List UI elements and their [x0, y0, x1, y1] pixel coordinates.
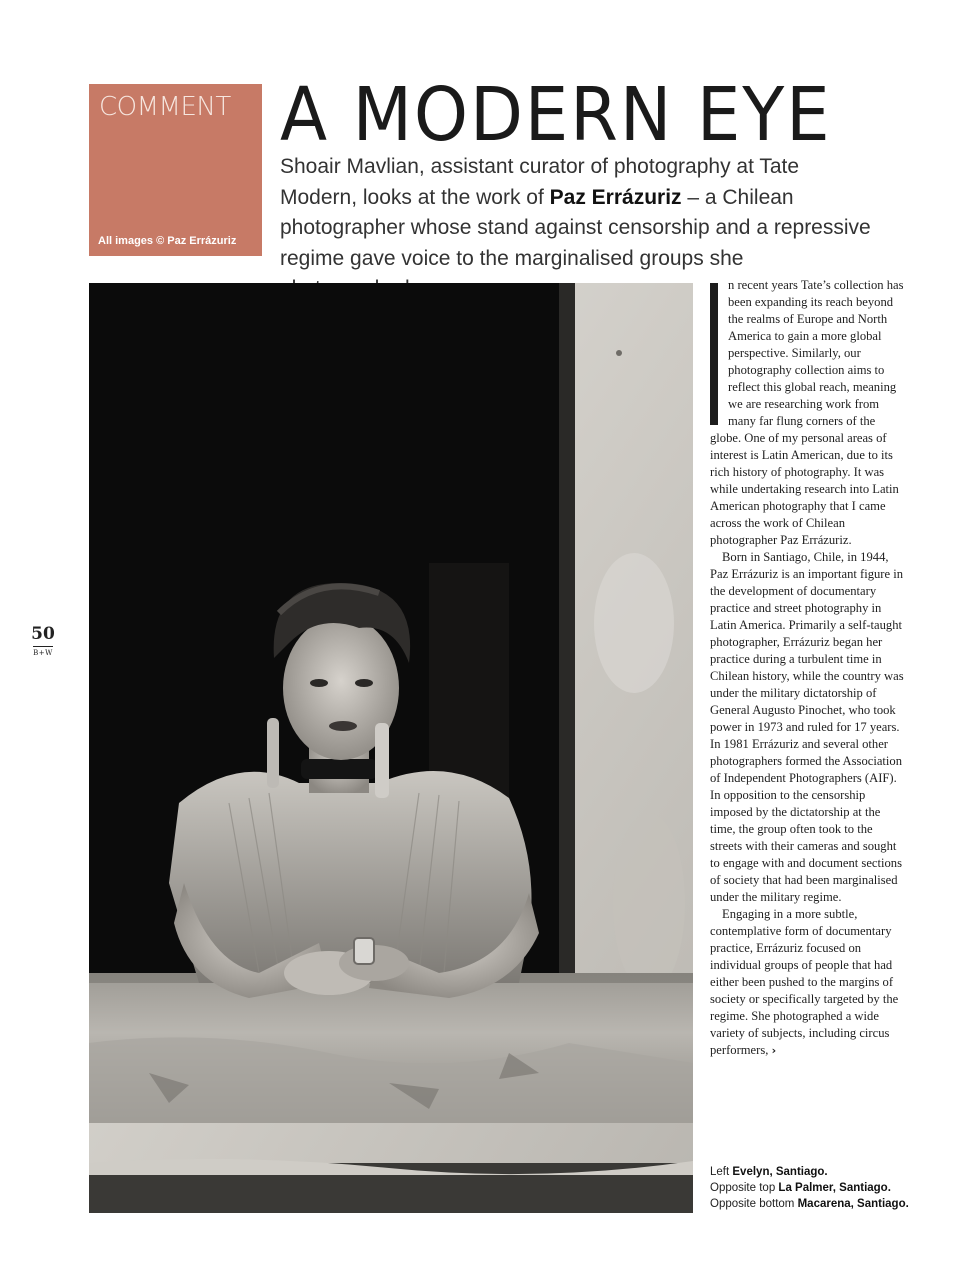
body-paragraph: n recent years Tate’s collection has been expanding its reach beyond the realms of Europe and North America to gain a more global perspective. Similarly, our photography collection aims to reflect this global reach, meaning we are researching work from many far flung corners of the globe. One of my personal areas of interest is Latin American, due to its rich history of photography. It was while undertaking research into Latin American photography that I came across the work of Chilean photographer Paz Errázuriz.: [710, 278, 904, 547]
caption-line: Opposite bottom Macarena, Santiago.: [710, 1198, 909, 1210]
caption-line: Left Evelyn, Santiago.: [710, 1166, 828, 1178]
standfirst-text: Shoair Mavlian, assistant curator of photography at Tate Modern, looks at the work of: [280, 155, 800, 209]
article-headline: A MODERN EYE: [280, 72, 832, 158]
caption-line: Opposite top La Palmer, Santiago.: [710, 1182, 891, 1194]
magazine-mark: B+W: [33, 649, 53, 657]
page-number: 50: [31, 624, 55, 644]
folio-rule: [33, 646, 53, 647]
page-folio: [30, 624, 56, 657]
main-photograph: [89, 283, 693, 1213]
body-paragraph: Engaging in a more subtle, contemplative form of documentary practice, Errázuriz focused on individual groups of people that had either been pushed to the margins of society or specifically targeted by the regime. She photographed a wide variety of subjects, including circus performers, ›: [710, 907, 899, 1057]
standfirst-text-end: – a Chilean photographer whose stand against censorship and a repressive regime gave voice to the marginalised groups she: [280, 185, 871, 270]
image-credit: All images © Paz Errázuriz: [98, 235, 237, 247]
drop-cap: [710, 283, 718, 425]
photographer-name: Paz Errázuriz: [549, 185, 682, 209]
section-kicker: COMMENT: [99, 92, 231, 122]
body-paragraph: Born in Santiago, Chile, in 1944, Paz Errázuriz is an important figure in the development of documentary practice and street photography in Latin America. Primarily a self-taught photographer, Errázuriz began her practice during a turbulent time in Chilean history, while the country was under the military dictatorship of General Augusto Pinochet, who took power in 1973 and ruled for 17 years. In 1981 Errázuriz and several other photographers formed the Association of Independent Photographers (AIF). In opposition to the censorship imposed by the dictatorship at the time, the group often took to the streets with their cameras and sought to engage with and document sections of society that had been marginalised under the military regime.: [710, 550, 904, 904]
photo-captions: [710, 1164, 940, 1212]
article-body: [710, 277, 906, 1059]
portrait-image: [89, 283, 693, 1213]
section-kicker-box: [89, 84, 262, 256]
continue-chevron-icon: ›: [771, 1044, 777, 1057]
